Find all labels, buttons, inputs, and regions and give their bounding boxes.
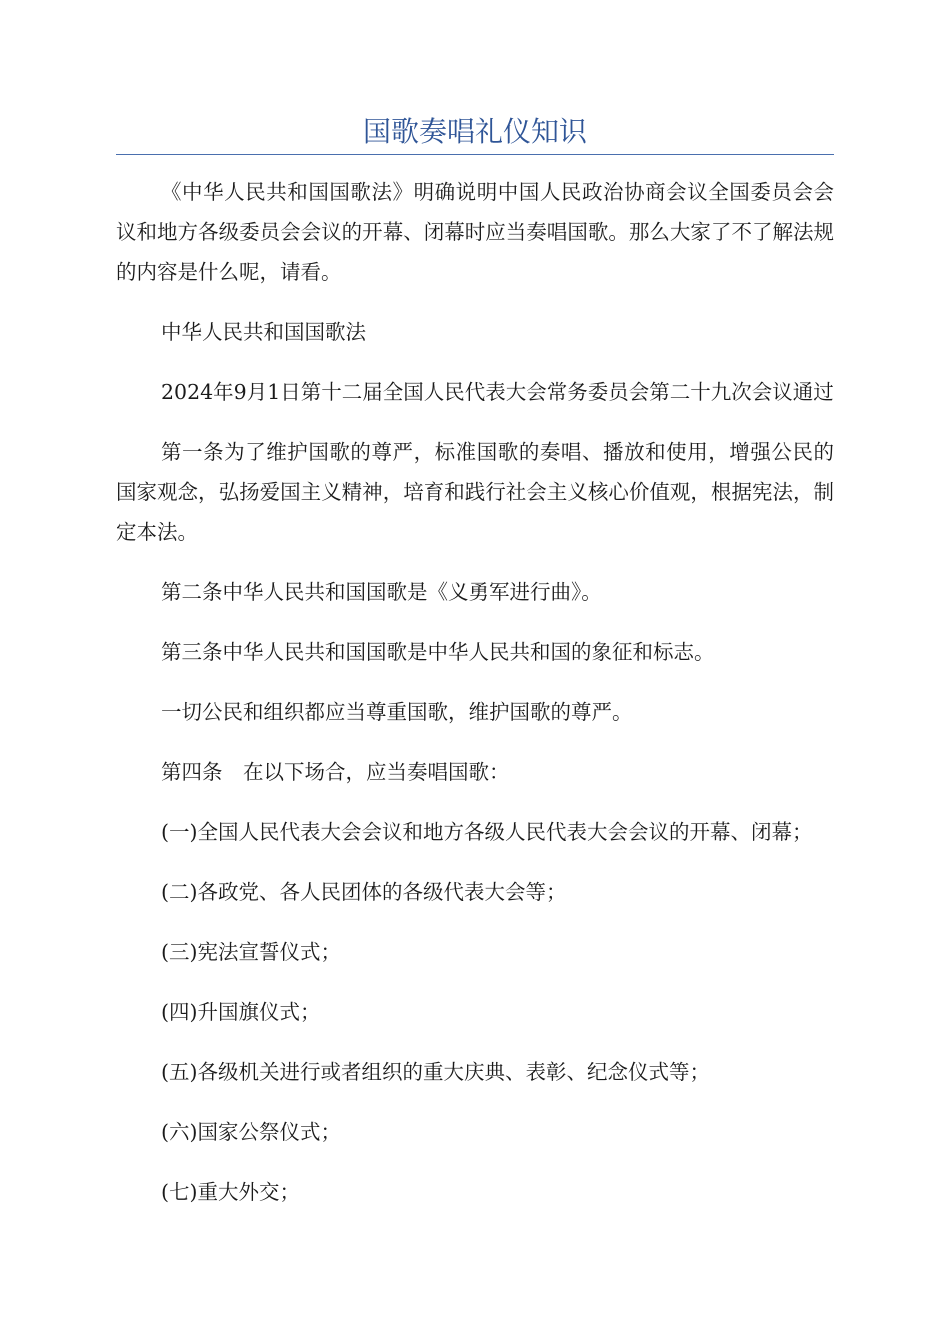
paragraph-article-1: 第一条为了维护国歌的尊严，标准国歌的奏唱、播放和使用，增强公民的国家观念，弘扬爱国主义精神，培育和践行社会主义核心价值观，根据宪法，制定本法。 — [116, 440, 834, 544]
document-title: 国歌奏唱礼仪知识 — [362, 115, 587, 148]
paragraph-article-4: 第四条 在以下场合，应当奏唱国歌： — [161, 760, 510, 784]
list-item-1: (一)全国人民代表大会会议和地方各级人民代表大会会议的开幕、闭幕； — [161, 820, 813, 844]
list-item-5: (五)各级机关进行或者组织的重大庆典、表彰、纪念仪式等； — [161, 1060, 710, 1084]
paragraph-article-3: 第三条中华人民共和国国歌是中华人民共和国的象征和标志。 — [161, 640, 715, 664]
list-item-2: (二)各政党、各人民团体的各级代表大会等； — [161, 880, 567, 904]
paragraph-intro: 《中华人民共和国国歌法》明确说明中国人民政治协商会议全国委员会会议和地方各级委员会会议的开幕、闭幕时应当奏唱国歌。那么大家了不了解法规的内容是什么呢，请看。 — [116, 180, 834, 284]
paragraph-adoption-date: 2024年9月1日第十二届全国人民代表大会常务委员会第二十九次会议通过 — [161, 380, 834, 404]
title-underline — [116, 154, 834, 155]
document-body — [116, 172, 834, 1232]
list-item-6: (六)国家公祭仪式； — [161, 1120, 341, 1144]
paragraph-article-2: 第二条中华人民共和国国歌是《义勇军进行曲》。 — [161, 580, 602, 604]
paragraph-law-name: 中华人民共和国国歌法 — [161, 320, 366, 344]
list-item-3: (三)宪法宣誓仪式； — [161, 940, 341, 964]
list-item-7: (七)重大外交； — [161, 1180, 300, 1204]
list-item-4: (四)升国旗仪式； — [161, 1000, 321, 1024]
paragraph-article-3-clause: 一切公民和组织都应当尊重国歌，维护国歌的尊严。 — [161, 700, 633, 724]
